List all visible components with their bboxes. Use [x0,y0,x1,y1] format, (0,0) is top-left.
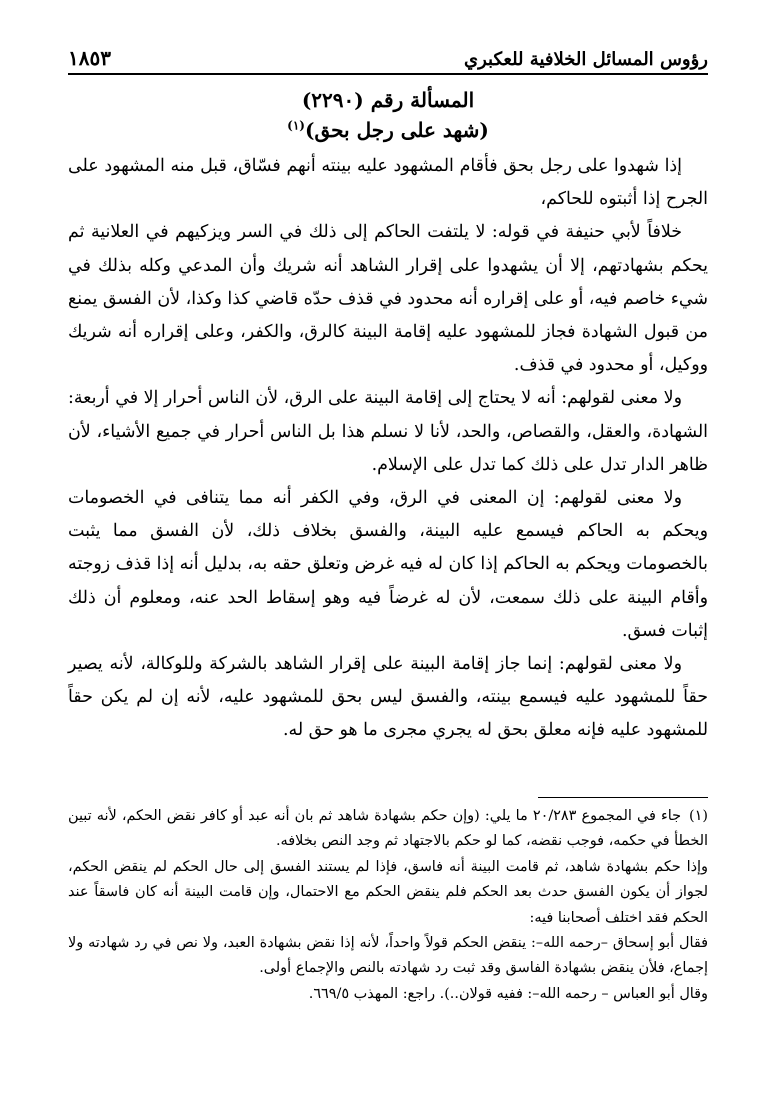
issue-subtitle [68,118,708,142]
paragraph: ولا معنى لقولهم: أنه لا يحتاج إلى إقامة البينة على الرق، لأن الناس أحرار إلا في أربعة: الشهادة، والعقل، والقصاص، والحد، لأنا لا نسلم هذا بل الناس أحرار في جميع الأشياء، لأن ظاهر الدار تدل على ذلك كما تدل على الإسلام. [68,388,708,475]
footnote-line-text: جاء في المجموع ٢٠/٢٨٣ ما يلي: (وإن حكم بشهادة شاهد ثم بان أنه عبد أو كافر نقض الحكم، لأنه تبين الخطأ في حكمه، فوجب نقضه، كما لو حكم بالاجتهاد ثم وجد النص بخلافه. [68,808,708,850]
paragraph: إذا شهدوا على رجل بحق فأقام المشهود عليه بينته أنهم فسّاق، قبل منه المشهود على الجرح إذا أثبتوه للحاكم، [68,156,708,210]
paragraph: ولا معنى لقولهم: إن المعنى في الرق، وفي الكفر أنه مما يتنافى في الخصومات ويحكم به الحاكم فيسمع عليه البينة، والفسق بخلاف ذلك، لأن الفسق مما يثبت بالخصومات ويحكم به الحاكم إذا كان له فيه غرض وتعلق حقه به، بدليل أنه إذا قذف زوجته وأقام البينة على ذلك سمعت، لأن له غرضاً فيه وهو إسقاط الحد عنه، ومعلوم أن ذلك إثبات فسق. [68,488,708,641]
footnote-divider [538,797,708,798]
running-title: رؤوس المسائل الخلافية للعكبري [464,49,708,70]
paragraph: ولا معنى لقولهم: إنما جاز إقامة البينة على إقرار الشاهد بالشركة وللوكالة، لأنه يصير حقاً للمشهود عليه فيسمع بينته، والفسق ليس بحق للمشهود عليه، لأنه إن لم يكن حقاً للمشهود عليه فإنه معلق بحق له يجري مجرى ما هو حق له. [68,654,708,741]
main-text [68,150,708,748]
issue-subtitle-text: (شهد على رجل بحق) [304,118,489,142]
footnote-line: وقال أبو العباس – رحمه الله–: ففيه قولان..). راجع: المهذب ٦٦٩/٥. [308,985,708,1002]
issue-number-heading: المسألة رقم (٢٢٩٠) [301,88,475,112]
footnote-line: وإذا حكم بشهادة شاهد، ثم قامت البينة أنه فاسق، فإذا لم يستند الفسق إلى حال الحكم لم ينقض الحكم، لجواز أن يكون الفسق حدث بعد الحكم فلم ينقض الحكم مع الاحتمال، وإن قامت البينة أنه كان فاسقاً عند الحكم فقد اختلف أصحابنا فيه: [68,858,708,926]
footnote-line [68,804,708,855]
paragraph: خلافاً لأبي حنيفة في قوله: لا يلتفت الحاكم إلى ذلك في السر ويزكيهم في العلانية ثم يحكم بشهادتهم، إلا أن يشهدوا على إقرار الشاهد أنه شريك وأن المدعي وكله بذلك في شيء خاصم فيه، أو على إقراره أنه محدود في قذف حدّه قاضي كذا وكذا، لأن الفسق يمنع من قبول الشهادة فجاز للمشهود عليه إقامة البينة كالرق، والكفر، وعلى إقراره أنه شريك ووكيل، أو محدود في قذف. [68,222,708,376]
footnote-reference[interactable]: (١) [287,118,305,133]
footnote-marker: (١) [689,808,708,824]
footnote-line: فقال أبو إسحاق –رحمه الله–: ينقض الحكم قولاً واحداً، لأنه إذا نقض بشهادة العبد، ولا نص في رد شهادته ولا إجماع، فلأن ينقض بشهادة الفاسق وقد ثبت رد شهادته بالنص والإجماع أولى. [68,935,708,977]
page-header [68,38,708,70]
header-divider [68,73,708,75]
page-number: ١٨٥٣ [68,46,111,70]
footnote [68,804,708,1007]
